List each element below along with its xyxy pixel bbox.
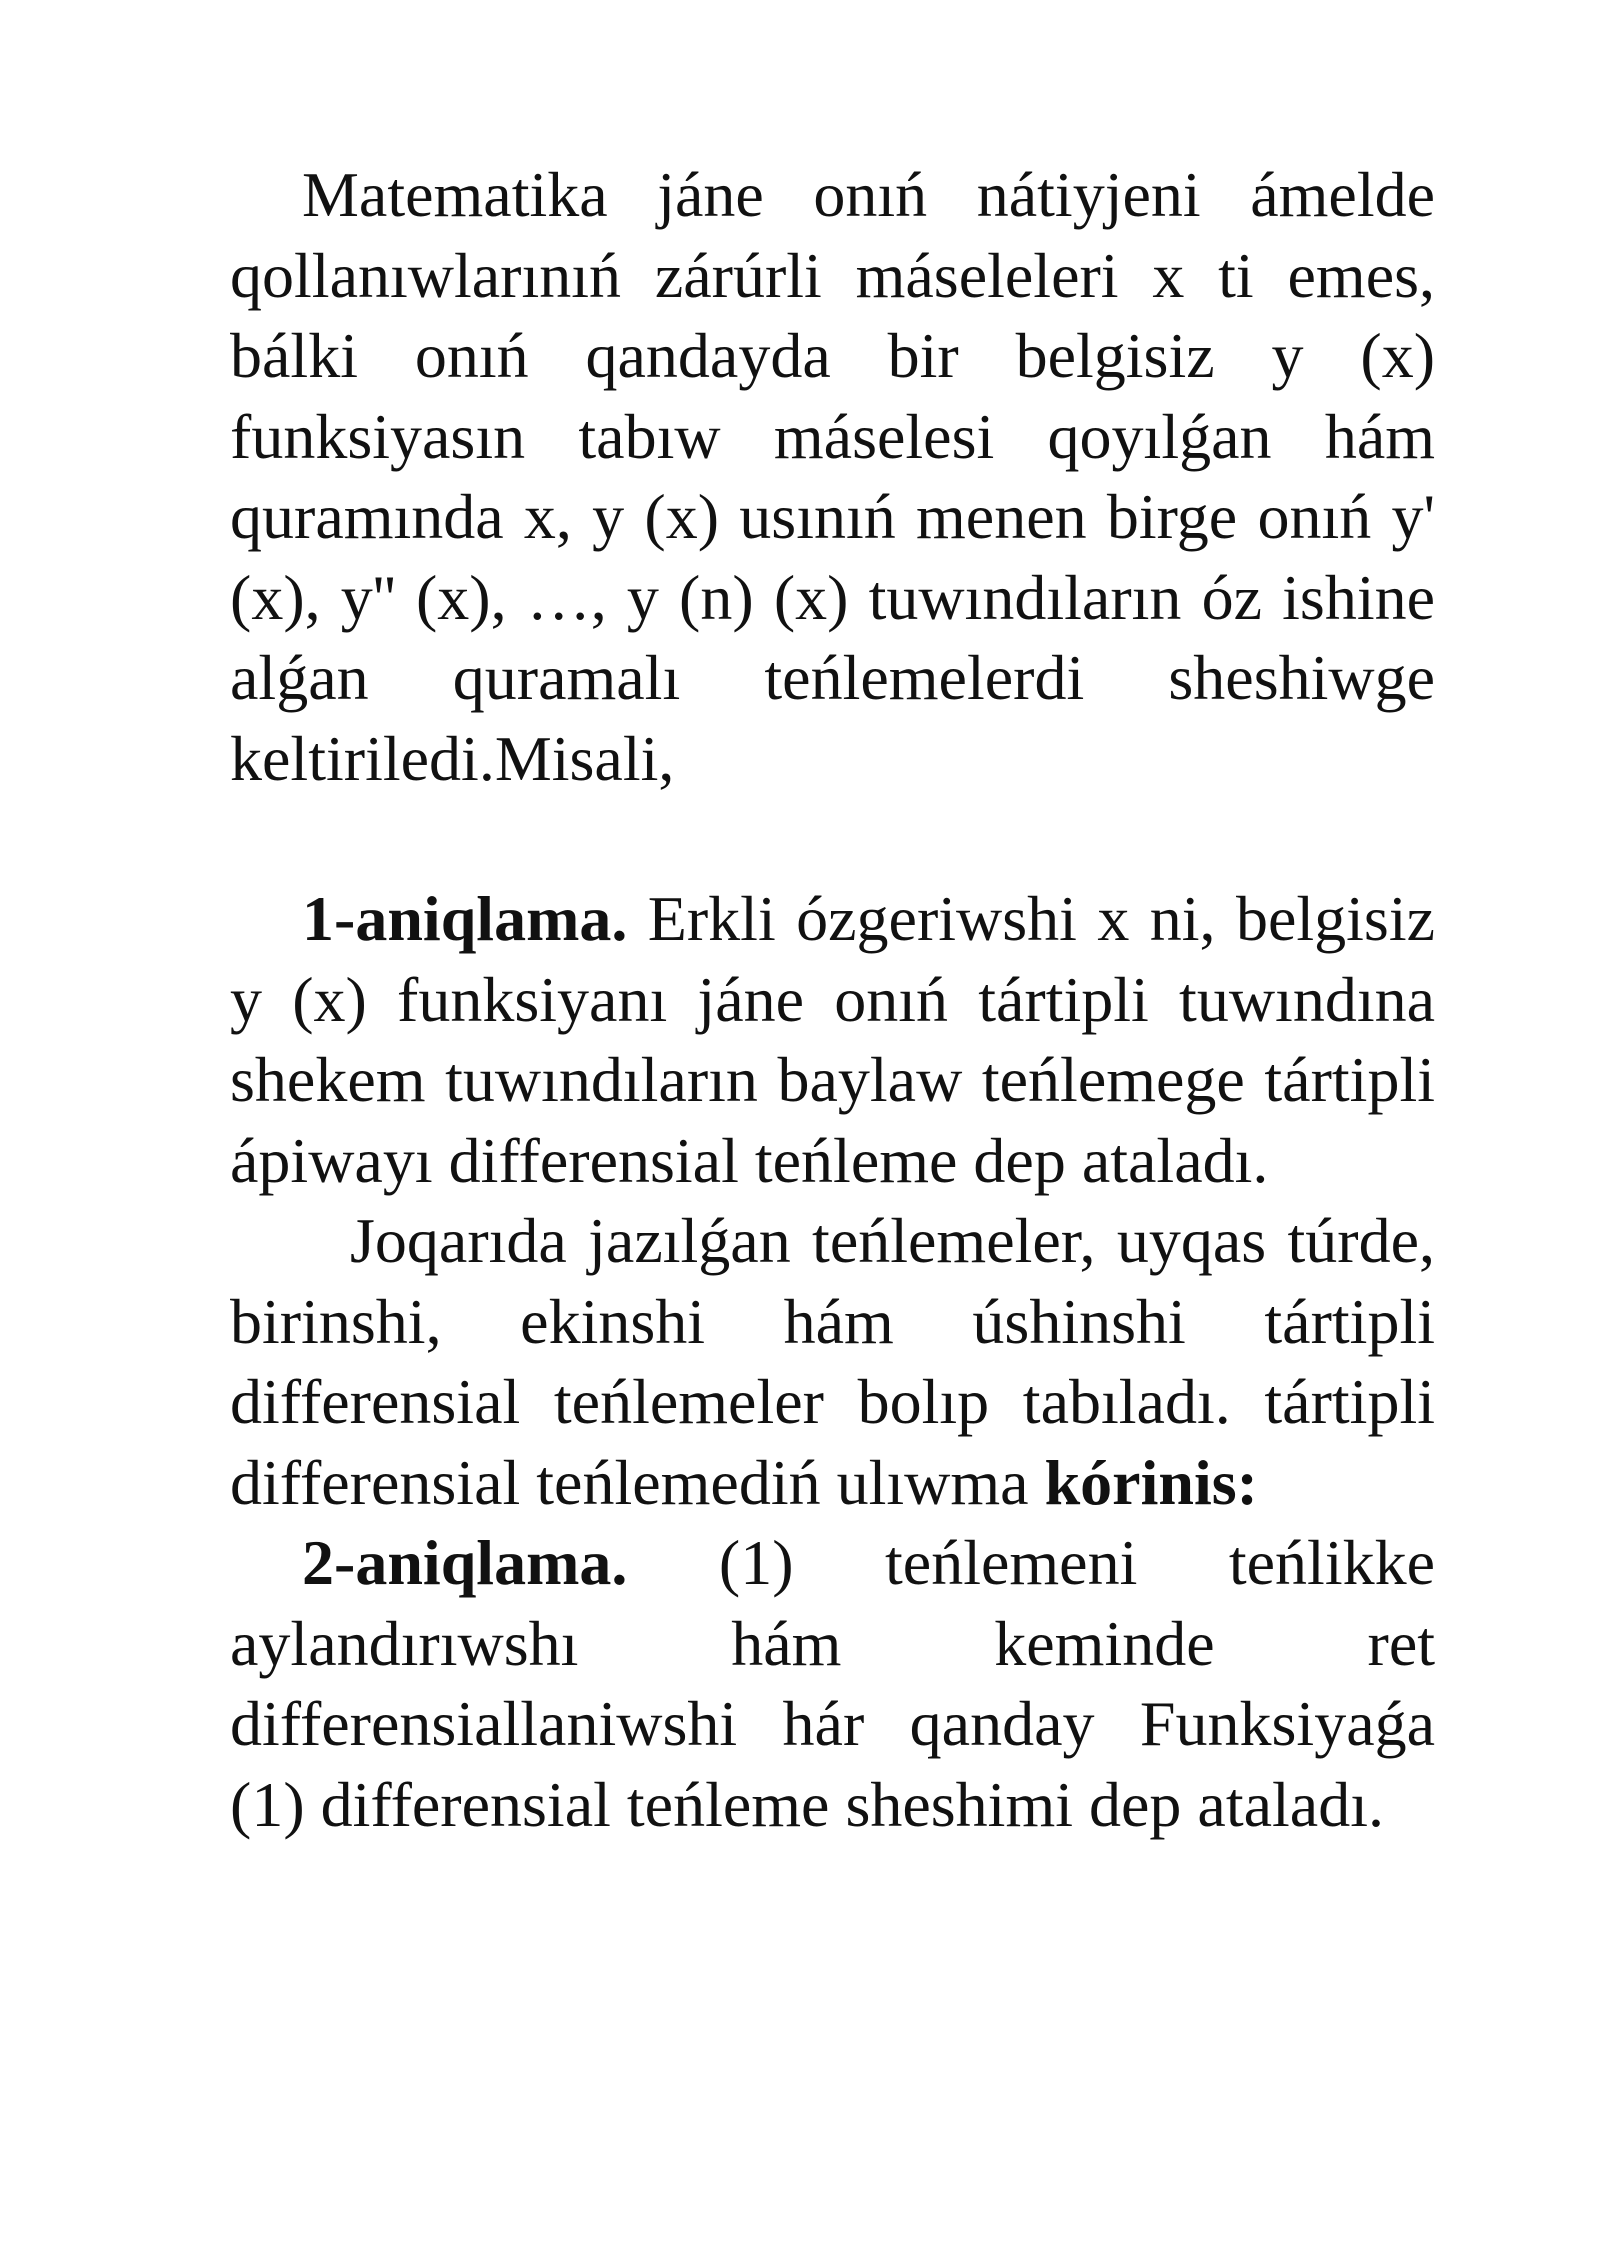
orders-paragraph-bold-tail: kórinis:: [1044, 1446, 1258, 1518]
definition-2-paragraph: [230, 1523, 1435, 1845]
definition-1-term: 1-aniqlama.: [302, 883, 628, 954]
document-page: [230, 155, 1435, 1845]
intro-paragraph: [230, 155, 1435, 799]
intro-paragraph-text: Matematika jáne onıń nátiyjeni ámelde qollanıwlarınıń zárúrli máseleleri x ti emes, bálki onıń qandayda bir belgisiz y (x) funksiyasın tabıw máselesi qoyılǵan hám quramında x, y (x) usınıń menen birge onıń y' (x), y'' (x), …, y (n) (x) tuwındıların óz ishine alǵan quramalı teńlemelerdi sheshiwge keltiriledi.Misali,: [230, 159, 1435, 794]
paragraph-gap: [230, 799, 1435, 879]
orders-paragraph: [230, 1201, 1435, 1523]
orders-paragraph-text: Joqarıda jazılǵan teńlemeler, uyqas túrde, birinshi, ekinshi hám úshinshi tártipli differensial teńlemeler bolıp tabıladı. tártipli differensial teńlemediń ulıwma: [230, 1205, 1435, 1518]
definition-2-text: (1) teńlemeni teńlikke aylandırıwshı hám keminde ret differensiallaniwshi hár qanday Funksiyaǵa (1) differensial teńleme sheshimi dep ataladı.: [230, 1527, 1435, 1840]
definition-1-text: Erkli ózgeriwshi x ni, belgisiz y (x) funksiyanı jáne onıń tártipli tuwındına shekem tuwındıların baylaw teńlemege tártipli ápiwayı differensial teńleme dep ataladı.: [230, 883, 1435, 1196]
definition-2-term: 2-aniqlama.: [302, 1527, 628, 1598]
definition-1-paragraph: [230, 879, 1435, 1201]
